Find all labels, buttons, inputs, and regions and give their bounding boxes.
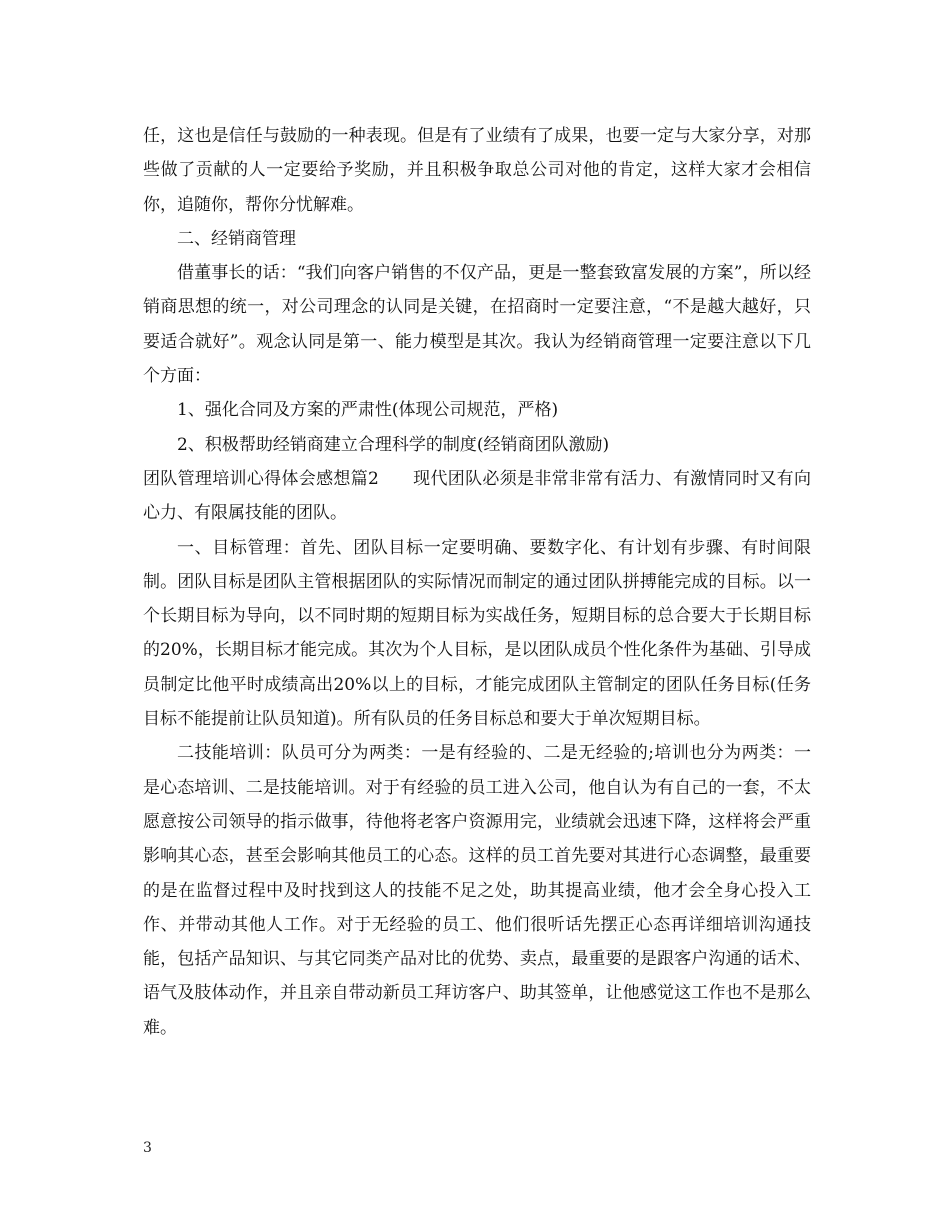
section-heading-dealer-management: 二、经销商管理 xyxy=(177,228,296,249)
paragraph-goal-management: 一、目标管理：首先、团队目标一定要明确、要数字化、有计划有步骤、有时间限制。团队目标是团队主管根据团队的实际情况而制定的通过团队拼搏能完成的目标。以一个长期目标为导向，以不同时期的短期目标为实战任务，短期目标的总合要大于长期目标的20%，长期目标才能完成。其次为个人目标，是以团队成员个性化条件为基础、引导成员制定比他平时成绩高出20%以上的目标，才能完成团队主管制定的团队任务目标(任务目标不能提前让队员知道)。所有队员的任务目标总和要大于单次短期目标。 xyxy=(143,537,811,730)
paragraph-dealer-philosophy: 借董事长的话：“我们向客户销售的不仅产品，更是一整套致富发展的方案”，所以经销商思想的统一，对公司理念的认同是关键，在招商时一定要注意，“不是越大越好，只要适合就好”。观念认同是第一、能力模型是其次。我认为经销商管理一定要注意以下几个方面： xyxy=(143,263,811,387)
article-title: 团队管理培训心得体会感想篇2 xyxy=(143,468,379,489)
list-item-dealer-system: 2、积极帮助经销商建立合理科学的制度(经销商团队激励) xyxy=(177,434,610,455)
page-number: 3 xyxy=(143,1140,152,1156)
paragraph-skills-training: 二技能培训：队员可分为两类：一是有经验的、二是无经验的;培训也分为两类：一是心态培训、二是技能培训。对于有经验的员工进入公司，他自认为有自己的一套，不太愿意按公司领导的指示做事，待他将老客户资源用完，业绩就会迅速下降，这样将会严重影响其心态，甚至会影响其他员工的心态。这样的员工首先要对其进行心态调整，最重要的是在监督过程中及时找到这人的技能不足之处，助其提高业绩，他才会全身心投入工作、并带动其他人工作。对于无经验的员工、他们很听话先摆正心态再详细培训沟通技能，包括产品知识、与其它同类产品对比的优势、卖点，最重要的是跟客户沟通的话术、语气及肢体动作，并且亲自带动新员工拜访客户、助其签单，让他感觉这工作也不是那么难。 xyxy=(143,743,811,1038)
paragraph-leadership-continuation: 任，这也是信任与鼓励的一种表现。但是有了业绩有了成果，也要一定与大家分享，对那些做了贡献的人一定要给予奖励，并且积极争取总公司对他的肯定，这样大家才会相信你，追随你，帮你分忧解难。 xyxy=(143,126,811,215)
list-item-contract-rigor: 1、强化合同及方案的严肃性(体现公司规范，严格) xyxy=(177,400,559,421)
document-body xyxy=(143,119,811,1045)
article-intro-text: 现代团队必须是非常非常有活力、有激情同时又有向心力、有限属技能的团队。 xyxy=(143,468,811,524)
paragraph-article-two xyxy=(143,462,811,531)
